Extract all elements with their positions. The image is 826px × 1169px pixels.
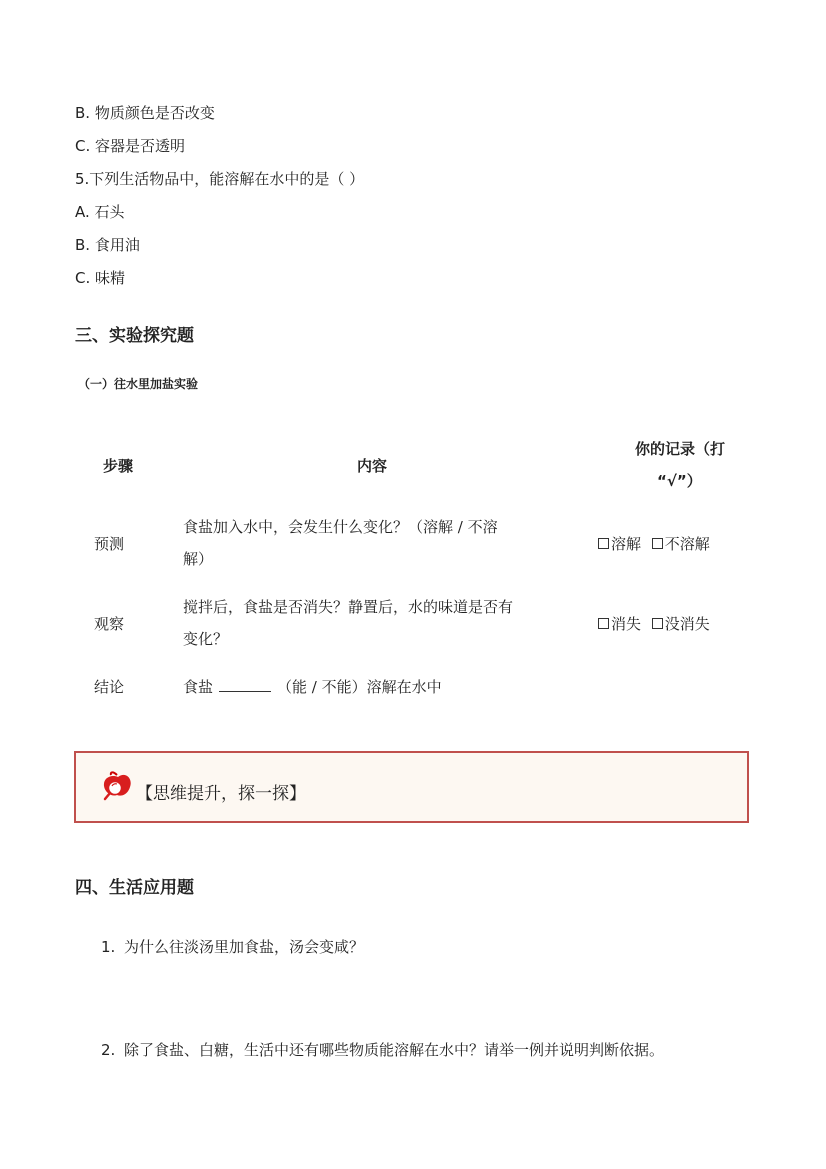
row-observe-step: 观察 bbox=[94, 615, 125, 633]
row-observe-content-line1: 搅拌后，食盐是否消失？静置后，水的味道是否有 bbox=[183, 598, 514, 616]
section-4-title: 四、生活应用题 bbox=[75, 878, 194, 898]
apple-magnifier-icon bbox=[100, 769, 136, 803]
checkbox-disappear[interactable] bbox=[598, 618, 609, 629]
thinking-box-label: 【思维提升，探一探】 bbox=[136, 784, 306, 804]
row-predict-record bbox=[598, 528, 710, 560]
record-not-disappear-label: 没消失 bbox=[664, 615, 710, 633]
option-b: B. 物质颜色是否改变 bbox=[75, 104, 215, 122]
question-5-option-c: C. 味精 bbox=[75, 269, 126, 287]
row-conclusion-step: 结论 bbox=[94, 678, 125, 696]
header-record-line2: “√”） bbox=[657, 472, 702, 490]
thinking-box bbox=[74, 751, 749, 823]
row-predict-content-line2: 解） bbox=[183, 550, 214, 568]
section-3-subtitle: （一）往水里加盐实验 bbox=[78, 377, 199, 391]
checkbox-not-disappear[interactable] bbox=[652, 618, 663, 629]
row-observe-record bbox=[598, 608, 710, 640]
question-1-number: 1. bbox=[101, 938, 116, 956]
record-not-dissolve-label: 不溶解 bbox=[664, 535, 710, 553]
header-record-line1: 你的记录（打 bbox=[635, 440, 726, 458]
section-3-title: 三、实验探究题 bbox=[75, 326, 194, 346]
question-5-stem: 5.下列生活物品中，能溶解在水中的是（ ） bbox=[75, 170, 365, 188]
record-disappear-label: 消失 bbox=[611, 615, 642, 633]
question-1-text: 为什么往淡汤里加食盐，汤会变咸？ bbox=[124, 938, 365, 956]
question-2-number: 2. bbox=[101, 1041, 116, 1059]
row-predict-content-line1: 食盐加入水中，会发生什么变化？（溶解 / 不溶 bbox=[183, 518, 498, 536]
row-predict-step: 预测 bbox=[94, 535, 125, 553]
checkbox-not-dissolve[interactable] bbox=[652, 538, 663, 549]
record-dissolve-label: 溶解 bbox=[611, 535, 642, 553]
question-5-option-a: A. 石头 bbox=[75, 203, 125, 221]
question-5-option-b: B. 食用油 bbox=[75, 236, 140, 254]
row-observe-content-line2: 变化？ bbox=[183, 630, 229, 648]
option-c: C. 容器是否透明 bbox=[75, 137, 186, 155]
row-conclusion-content bbox=[183, 671, 442, 703]
question-2-text: 除了食盐、白糖，生活中还有哪些物质能溶解在水中？请举一例并说明判断依据。 bbox=[124, 1041, 665, 1059]
conclusion-text-b: （能 / 不能）溶解在水中 bbox=[277, 678, 442, 696]
conclusion-text-a: 食盐 bbox=[183, 678, 214, 696]
checkbox-dissolve[interactable] bbox=[598, 538, 609, 549]
conclusion-blank[interactable] bbox=[219, 677, 271, 692]
header-content: 内容 bbox=[357, 457, 388, 475]
header-step: 步骤 bbox=[103, 457, 134, 475]
